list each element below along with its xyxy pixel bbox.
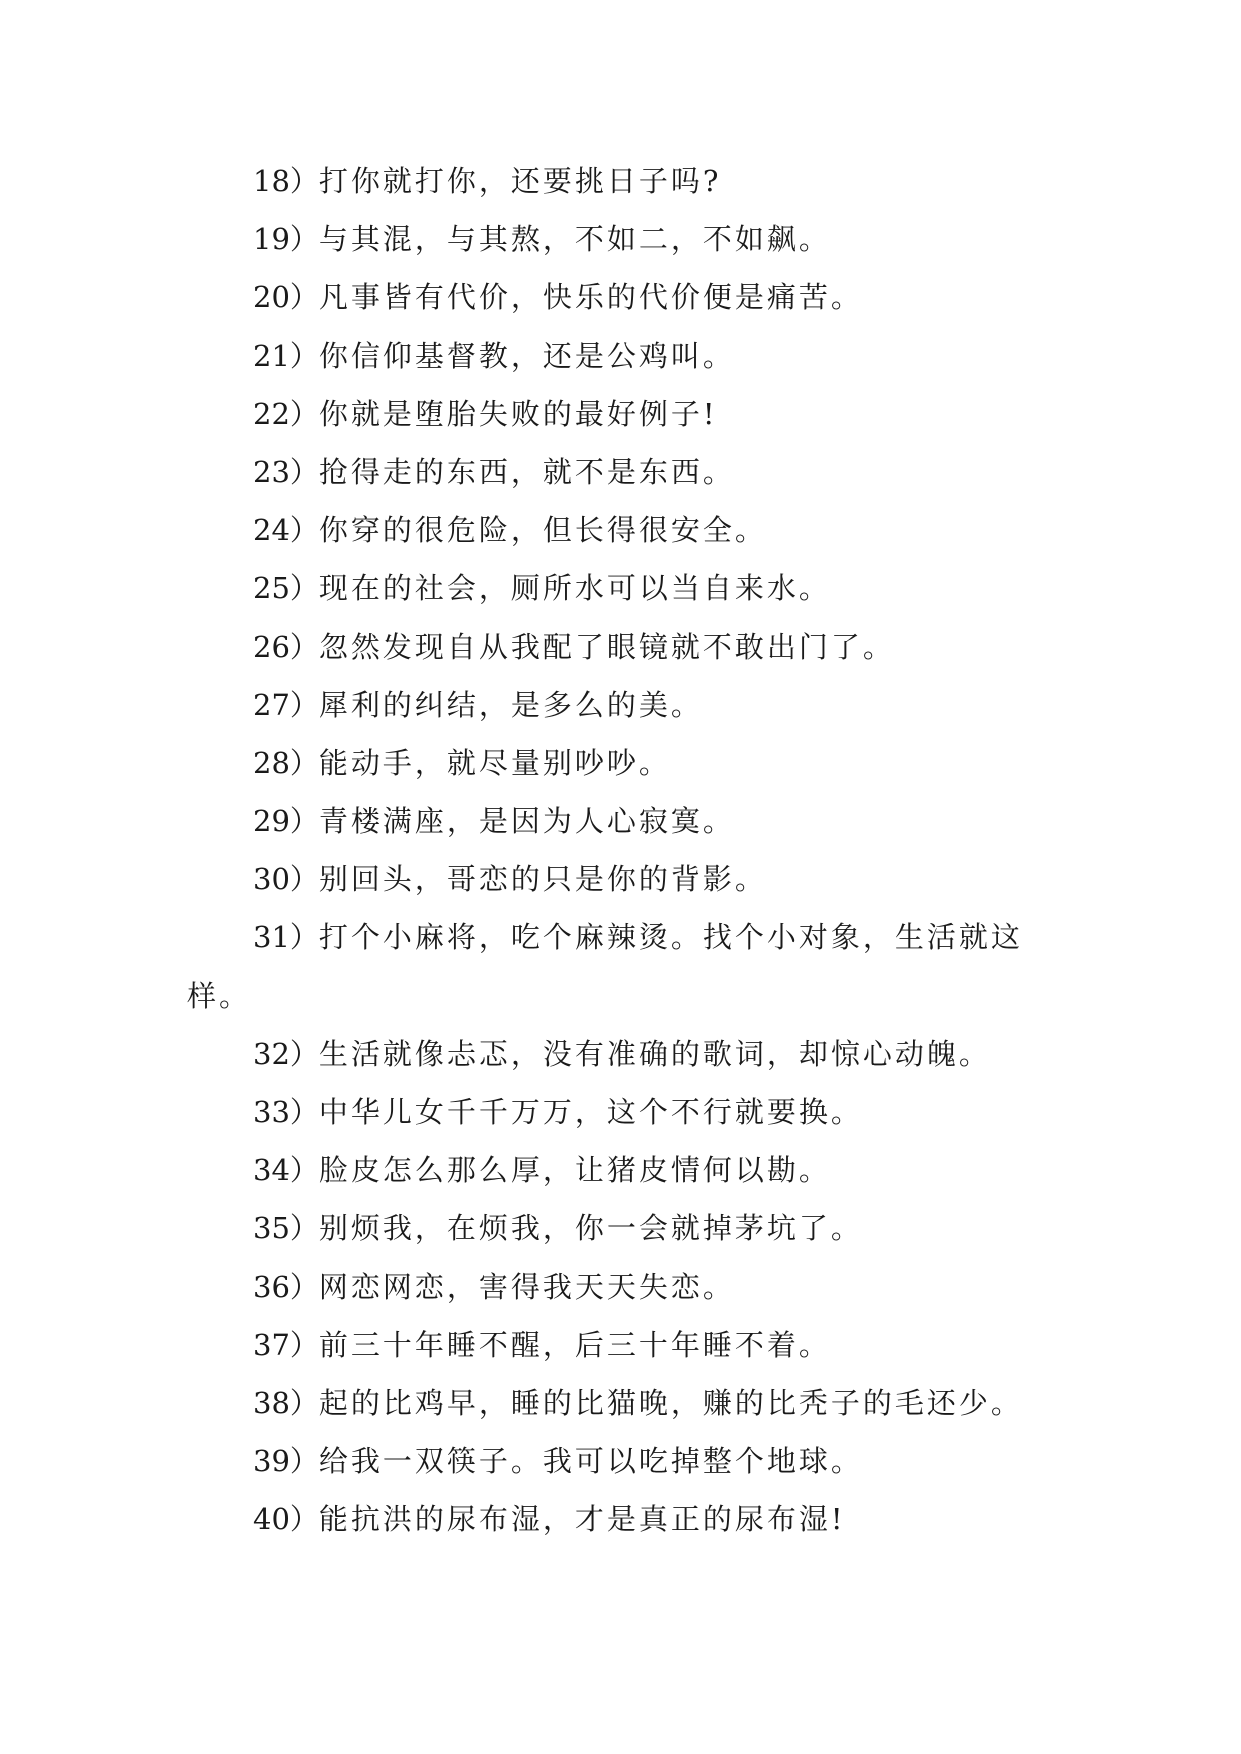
list-item [187,618,1067,676]
list-item [187,1432,1067,1490]
item-number: 30） [253,862,319,897]
list-item [187,1374,1067,1432]
item-number: 20） [253,280,319,315]
item-text: 你穿的很危险，但长得很安全。 [318,513,767,548]
item-number: 38） [253,1385,319,1420]
list-item [187,152,1067,210]
item-number: 29） [253,804,319,839]
list-item [187,1258,1067,1316]
item-number: 19） [253,222,319,257]
list-item [187,210,1067,268]
item-text: 犀利的纠结，是多么的美。 [318,687,703,722]
item-number: 27） [253,687,319,722]
item-number: 33） [253,1095,319,1129]
item-text: 青楼满座，是因为人心寂寞。 [318,804,735,839]
item-number: 32） [253,1036,319,1071]
item-text: 抢得走的东西，就不是东西。 [318,454,735,489]
item-text: 打个小麻将，吃个麻辣烫。找个小对象，生活就这 [318,920,1023,955]
item-number: 40） [253,1502,319,1537]
numbered-list [187,152,1067,1549]
item-number: 18） [253,164,319,198]
list-item [187,1083,1067,1141]
item-text: 忽然发现自从我配了眼镜就不敢出门了。 [318,629,895,664]
item-number: 23） [253,454,319,489]
item-text: 现在的社会，厕所水可以当自来水。 [318,571,831,606]
item-text: 别回头，哥恋的只是你的背影。 [318,862,767,897]
list-item [187,676,1067,734]
item-text: 能动手，就尽量别吵吵。 [318,745,671,780]
item-number: 24） [253,513,319,548]
item-text: 你信仰基督教，还是公鸡叫。 [318,338,735,373]
item-text: 打你就打你，还要挑日子吗? [318,164,722,198]
list-item [187,1025,1067,1083]
item-number: 28） [253,745,319,780]
item-text: 能抗洪的尿布湿，才是真正的尿布湿! [318,1502,846,1537]
item-number: 39） [253,1444,319,1479]
list-item [187,385,1067,443]
item-text: 网恋网恋，害得我天天失恋。 [318,1269,735,1304]
item-text: 别烦我，在烦我，你一会就掉茅坑了。 [318,1211,863,1246]
list-item [187,1141,1067,1199]
list-item [187,501,1067,559]
item-text: 前三十年睡不醒，后三十年睡不着。 [318,1327,831,1362]
item-number: 26） [253,629,319,664]
item-text: 中华儿女千千万万，这个不行就要换。 [318,1095,863,1129]
item-number: 37） [253,1327,319,1362]
item-number: 34） [253,1153,319,1188]
item-number: 21） [253,338,319,373]
item-number: 31） [253,920,319,955]
item-text-continuation: 样。 [187,978,252,1013]
list-item [187,908,1067,966]
item-number: 22） [253,396,319,431]
item-text: 起的比鸡早，睡的比猫晚，赚的比秃子的毛还少。 [318,1385,1023,1420]
list-item [187,734,1067,792]
list-item [187,268,1067,326]
list-item [187,1199,1067,1257]
item-text: 凡事皆有代价，快乐的代价便是痛苦。 [318,280,863,315]
item-text: 你就是堕胎失败的最好例子! [318,396,718,431]
list-item [187,327,1067,385]
item-text: 生活就像忐忑，没有准确的歌词，却惊心动魄。 [318,1036,991,1071]
item-number: 36） [253,1269,319,1304]
list-item [187,443,1067,501]
item-number: 25） [253,571,319,606]
list-item [187,792,1067,850]
list-item [187,1490,1067,1548]
list-item [187,559,1067,617]
item-number: 35） [253,1211,319,1246]
item-text: 给我一双筷子。我可以吃掉整个地球。 [318,1444,863,1479]
item-text: 脸皮怎么那么厚，让猪皮情何以勘。 [318,1153,831,1188]
item-text: 与其混，与其熬，不如二，不如飙。 [318,222,831,257]
list-item [187,850,1067,908]
list-item [187,1316,1067,1374]
